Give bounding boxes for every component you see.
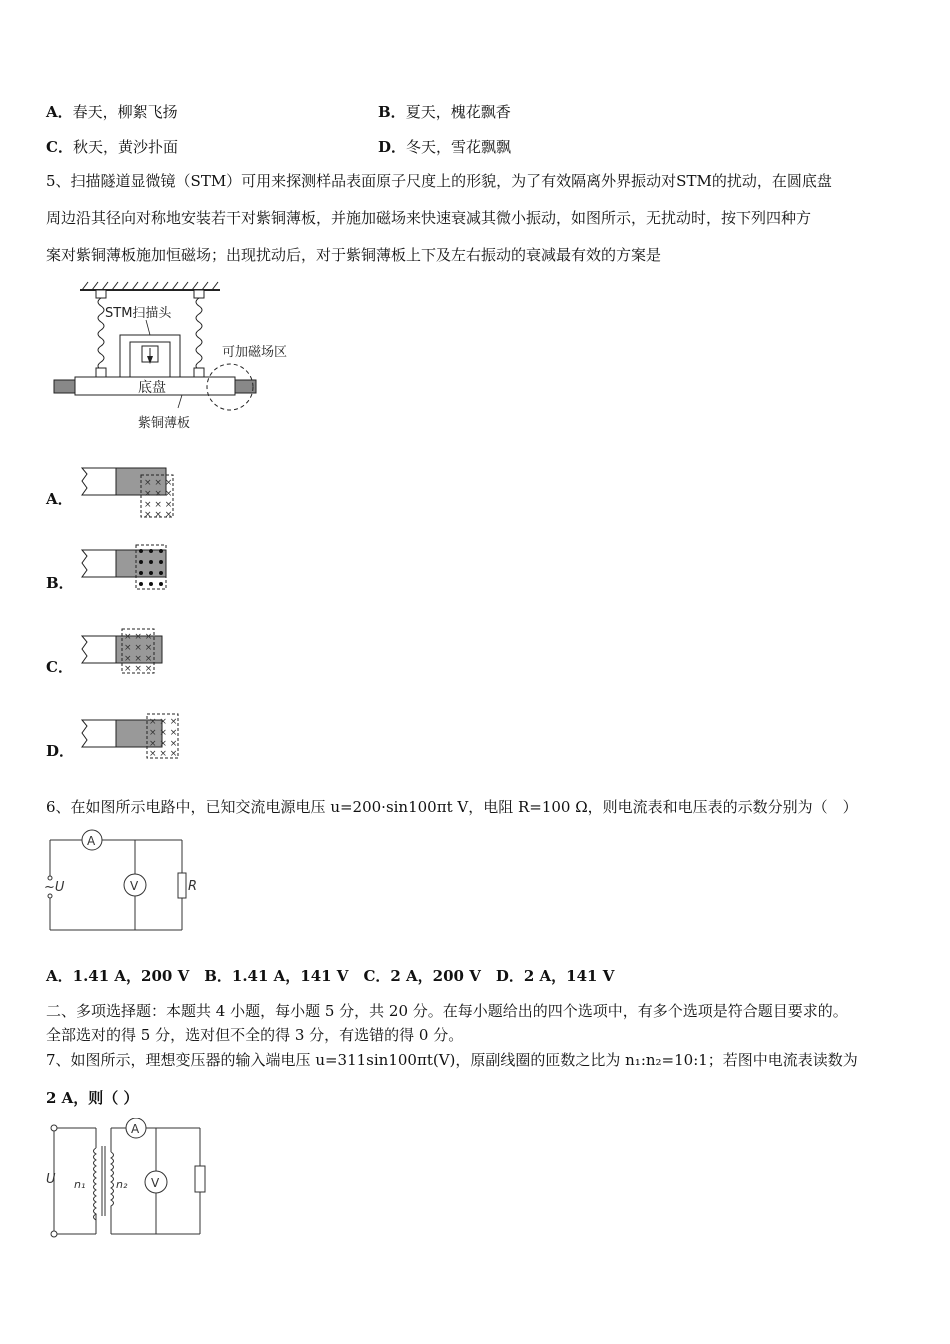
svg-text:× × ×: × × × [149,739,178,749]
voltmeter-label: V [130,879,139,893]
q7-input-label: U [46,1172,56,1187]
svg-text:× × ×: × × × [144,500,173,510]
svg-text:× × ×: × × × [149,717,178,727]
q5-option-a-label: A． [46,490,73,508]
stm-figure [50,280,310,435]
q4-option-d: D．冬天，雪花飘飘 [378,138,512,156]
section2-line2: 全部选对的得 5 分，选对但不全的得 3 分，有选错的得 0 分。 [46,1026,464,1044]
q4-option-b: B．夏天，槐花飘香 [378,103,511,121]
svg-text:× × ×: × × × [144,478,173,488]
q5-stem-line3: 案对紫铜薄板施加恒磁场；出现扰动后，对于紫铜薄板上下及左右振动的衰减最有效的方案是 [46,246,662,264]
q7-n1-label: n₁ [74,1178,86,1191]
q4-option-c: C．秋天，黄沙扑面 [46,138,178,156]
base-label: 底盘 [138,380,166,396]
svg-text:× × ×: × × × [149,749,178,759]
q5-option-a-figure [80,465,180,521]
svg-text:× × ×: × × × [124,664,153,674]
svg-text:× × ×: × × × [149,728,178,738]
q7-stem-line2: 2 A，则（ ） [46,1089,139,1107]
svg-text:× × ×: × × × [124,654,153,664]
q4-option-a: A．春天，柳絮飞扬 [46,103,178,121]
copper-plate-left [54,380,75,393]
q5-option-c-figure [80,627,180,677]
stm-head-label: STM扫描头 [105,306,172,321]
q6-options: A．1.41 A，200 V B．1.41 A，141 V C．2 A，200 V D．2 A，141 V [46,967,615,985]
q7-voltmeter-label: V [151,1176,160,1190]
q7-ammeter-label: A [131,1122,140,1136]
source-label: ~U [44,880,65,895]
svg-text:× × ×: × × × [144,489,173,499]
q5-stem-line1: 5、扫描隧道显微镜（STM）可用来探测样品表面原子尺度上的形貌，为了有效隔离外界振动对STM的扰动，在圆底盘 [46,172,832,190]
q5-stem-line2: 周边沿其径向对称地安装若干对紫铜薄板，并施加磁场来快速衰减其微小振动，如图所示，无扰动时，按下列四种方 [46,209,812,227]
resistor-label: R [188,879,198,894]
q6-circuit-figure [40,826,210,936]
q6-stem: 6、在如图所示电路中，已知交流电源电压 u=200·sin100πt V，电阻 R=100 Ω，则电流表和电压表的示数分别为（ ） [46,798,858,816]
plate-label: 紫铜薄板 [138,416,191,431]
ammeter-label: A [87,834,96,848]
field-region-label: 可加磁场区 [222,345,288,360]
q5-option-d-figure [80,711,190,761]
svg-text:× × ×: × × × [144,510,173,520]
q7-n2-label: n₂ [116,1178,128,1191]
q5-option-c-label: C． [46,658,73,676]
svg-text:× × ×: × × × [124,643,153,653]
q5-option-b-label: B． [46,574,74,592]
section2-line1: 二、多项选择题：本题共 4 小题，每小题 5 分，共 20 分。在每小题给出的四个选项中，有多个选项是符合题目要求的。 [46,1002,848,1020]
q7-transformer-figure [40,1118,220,1243]
svg-text:× × ×: × × × [124,632,153,642]
q5-option-d-label: D． [46,742,75,760]
q7-stem-line1: 7、如图所示，理想变压器的输入端电压 u=311sin100πt(V)，原副线圈的匝数之比为 n₁:n₂=10:1；若图中电流表读数为 [46,1051,858,1069]
q5-option-b-figure [80,543,180,593]
